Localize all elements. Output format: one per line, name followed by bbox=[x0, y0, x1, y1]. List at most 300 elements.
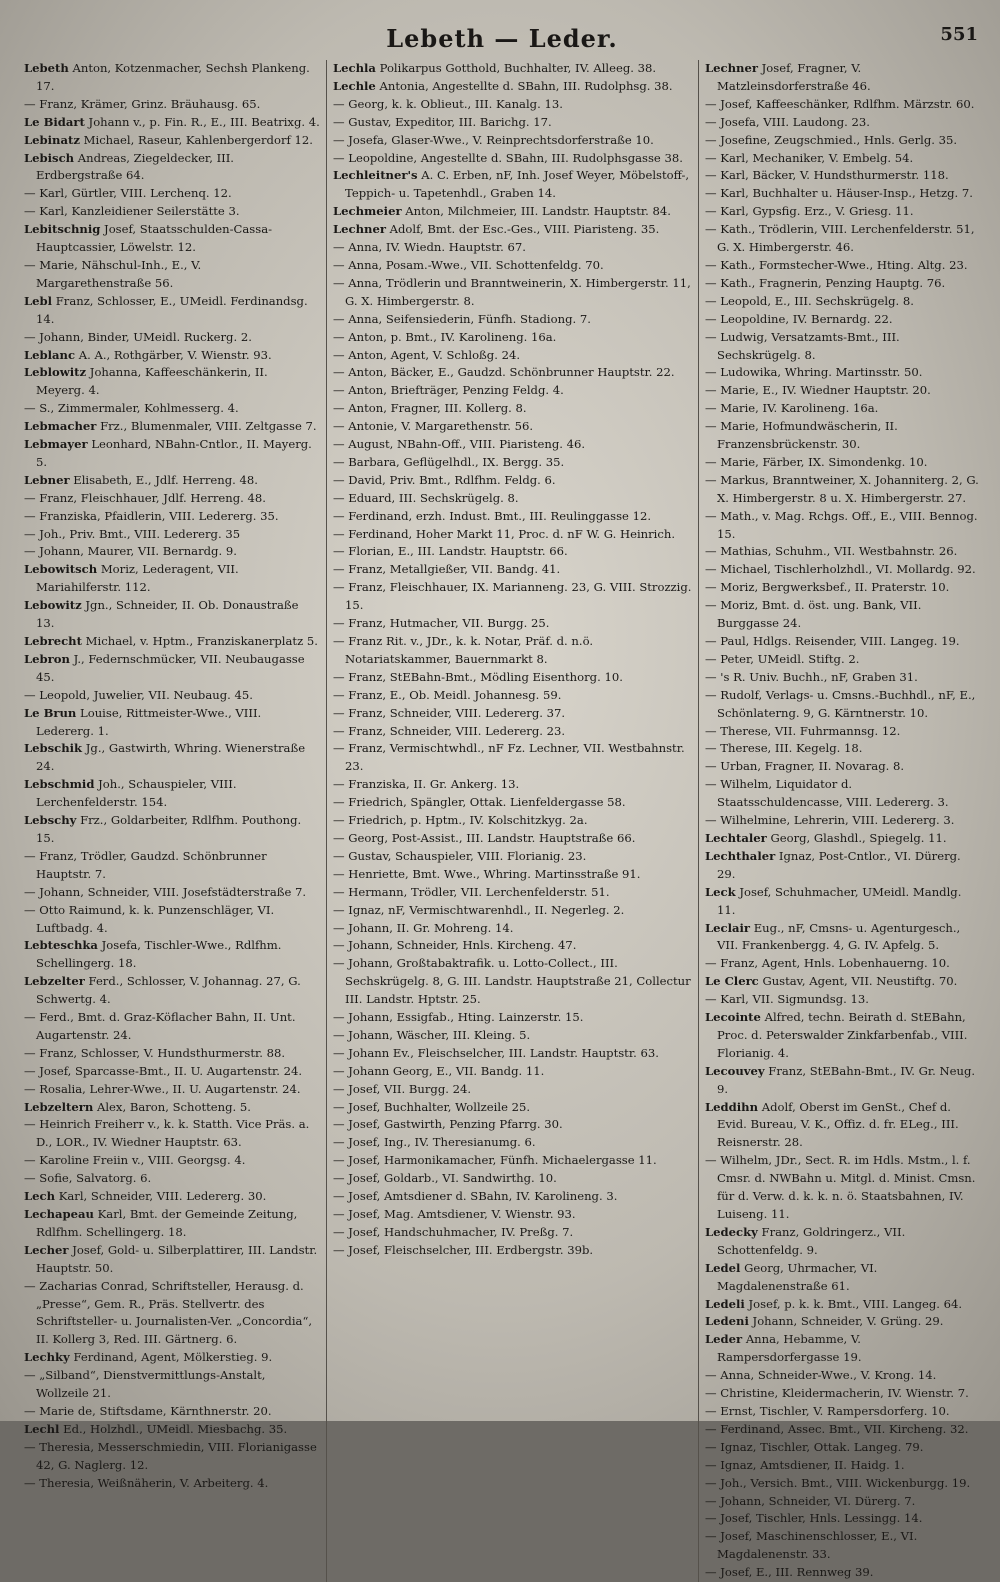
directory-entry bbox=[333, 203, 692, 221]
directory-entry bbox=[333, 60, 692, 78]
entry-surname: Lechapeau bbox=[24, 1207, 94, 1221]
entry-text: — Ferdinand, erzh. Indust. Bmt., III. Reulinggasse 12. bbox=[333, 508, 652, 523]
entry-text: — Wilhelmine, Lehrerin, VIII. Ledererg. 3. bbox=[705, 813, 955, 828]
entry-text: — Johann, Schneider, VI. Dürerg. 7. bbox=[705, 1493, 916, 1508]
entry-text: J., Federnschmücker, VII. Neubaugasse 45. bbox=[36, 651, 305, 684]
directory-entry bbox=[24, 597, 320, 633]
entry-text: Eug., nF, Cmsns- u. Agenturgesch., VII. Frankenbergg. 4, G. IV. Apfelg. 5. bbox=[717, 920, 961, 953]
directory-entry bbox=[24, 1081, 320, 1099]
directory-entry bbox=[24, 740, 320, 776]
directory-entry bbox=[333, 96, 692, 114]
entry-text: — Heinrich Freiherr v., k. k. Statth. Vice Präs. a. D., LOR., IV. Wiedner Hauptstr. 63. bbox=[24, 1117, 310, 1150]
entry-text: — Moriz, Bergwerksbef., II. Praterstr. 10. bbox=[705, 580, 950, 595]
page-number: 551 bbox=[940, 24, 978, 45]
directory-entry bbox=[705, 329, 980, 365]
directory-entry bbox=[705, 597, 980, 633]
directory-entry bbox=[24, 221, 320, 257]
entry-text: — Therese, III. Kegelg. 18. bbox=[705, 741, 863, 756]
entry-text: — Florian, E., III. Landstr. Hauptstr. 66. bbox=[333, 544, 568, 559]
entry-text: — Josef, Harmonikamacher, Fünfh. Michaelergasse 11. bbox=[333, 1153, 657, 1168]
entry-text: — Markus, Branntweiner, X. Johanniterg. 2, G. X. Himbergerstr. 8 u. X. Himbergerstr. 27. bbox=[705, 472, 979, 505]
entry-surname: Lebmayer bbox=[24, 437, 88, 452]
entry-text: — Franz, Schneider, VIII. Ledererg. 37. bbox=[333, 705, 566, 720]
directory-entry bbox=[705, 955, 980, 973]
entry-text: — Hermann, Trödler, VII. Lerchenfelderstr. 51. bbox=[333, 884, 610, 899]
directory-entry bbox=[333, 239, 692, 257]
entry-text: — Zacharias Conrad, Schriftsteller, Herausg. d. „Presse“, Gem. R., Präs. Stellvertr. des Schriftsteller- u. Journalisten-Ver. „Concordia“, II. Kollerg 3, Red. III. Gärtnerg. 6. bbox=[24, 1278, 313, 1347]
entry-text: Johann v., p. Fin. R., E., III. Beatrixg. 4. bbox=[88, 114, 320, 129]
entry-text: Adolf, Bmt. der Esc.-Ges., VIII. Piaristeng. 35. bbox=[389, 222, 660, 237]
directory-entry bbox=[24, 364, 320, 400]
directory-entry bbox=[24, 1116, 320, 1152]
entry-text: — Wilhelm, Liquidator d. Staatsschuldencasse, VIII. Ledererg. 3. bbox=[705, 777, 949, 810]
directory-entry bbox=[333, 400, 692, 418]
entry-text: Anton, Kotzenmacher, Sechsh Plankeng. 17. bbox=[36, 61, 310, 93]
directory-entry bbox=[705, 132, 980, 150]
entry-text: Karl, Schneider, VIII. Ledererg. 30. bbox=[58, 1189, 267, 1204]
entry-text: Anton, Milchmeier, III. Landstr. Hauptstr. 84. bbox=[405, 204, 671, 219]
entry-surname: Ledel bbox=[705, 1260, 741, 1275]
entry-text: Leonhard, NBahn-Cntlor., II. Mayerg. 5. bbox=[36, 437, 312, 469]
directory-entry bbox=[333, 955, 692, 1009]
directory-entry bbox=[24, 257, 320, 293]
entry-text: Anna, Hebamme, V. Rampersdorfergasse 19. bbox=[717, 1332, 862, 1365]
entry-text: — Ferdinand, Assec. Bmt., VII. Kircheng. 32. bbox=[705, 1421, 969, 1436]
entry-text: — Moriz, Bmt. d. öst. ung. Bank, VII. Burggasse 24. bbox=[705, 598, 922, 631]
entry-text: — Johann, Maurer, VII. Bernardg. 9. bbox=[24, 544, 237, 559]
entry-surname: Lecher bbox=[24, 1242, 69, 1257]
entry-text: — Franz, Schneider, VIII. Ledererg. 23. bbox=[333, 723, 566, 738]
entry-surname: Ledecky bbox=[705, 1224, 758, 1239]
entry-text: — Leopoldine, Angestellte d. SBahn, III. Rudolphsgasse 38. bbox=[333, 150, 683, 165]
entry-text: Alfred, techn. Beirath d. StEBahn, Proc. d. Peterswalder Zinkfarbenfab., VIII. Florianig. 4. bbox=[717, 1010, 968, 1060]
directory-entry bbox=[24, 1188, 320, 1206]
directory-entry bbox=[24, 884, 320, 902]
entry-text: — Johann, II. Gr. Mohreng. 14. bbox=[333, 920, 514, 935]
directory-entry bbox=[705, 150, 980, 168]
directory-entry bbox=[333, 723, 692, 741]
directory-entry bbox=[24, 1421, 320, 1439]
entry-surname: Leblanc bbox=[24, 347, 76, 362]
entry-text: — Marie, E., IV. Wiedner Hauptstr. 20. bbox=[705, 383, 931, 398]
entry-text: Frz., Goldarbeiter, Rdlfhm. Pouthong. 15. bbox=[36, 813, 302, 845]
directory-entry bbox=[705, 758, 980, 776]
directory-entry bbox=[705, 221, 980, 257]
entry-text: — Georg, k. k. Oblieut., III. Kanalg. 13. bbox=[333, 96, 563, 111]
entry-text: — Karl, Buchhalter u. Häuser-Insp., Hetzg. 7. bbox=[705, 186, 973, 201]
directory-entry bbox=[705, 1063, 980, 1099]
entry-text: — David, Priv. Bmt., Rdlfhm. Feldg. 6. bbox=[333, 472, 556, 487]
entry-text: — Karl, Kanzleidiener Seilerstätte 3. bbox=[24, 204, 240, 219]
directory-entry bbox=[24, 848, 320, 884]
directory-entry bbox=[333, 1099, 692, 1117]
directory-entry bbox=[24, 114, 320, 132]
entry-text: — Friedrich, p. Hptm., IV. Kolschitzkyg. 2a. bbox=[333, 813, 588, 828]
directory-entry bbox=[705, 920, 980, 956]
entry-text: — Anna, Trödlerin und Branntweinerin, X. Himbergerstr. 11, G. X. Himbergerstr. 8. bbox=[333, 275, 691, 308]
directory-entry bbox=[24, 1152, 320, 1170]
directory-entry bbox=[333, 830, 692, 848]
directory-entry bbox=[705, 311, 980, 329]
directory-entry bbox=[333, 1188, 692, 1206]
directory-entry bbox=[333, 1009, 692, 1027]
entry-text: — Rudolf, Verlags- u. Cmsns.-Buchhdl., nF, E., Schönlaterng. 9, G. Kärntnerstr. 10. bbox=[705, 687, 976, 720]
entry-text: — Joh., Versich. Bmt., VIII. Wickenburgg. 19. bbox=[705, 1475, 971, 1490]
directory-entry bbox=[24, 132, 320, 150]
entry-text: Michael, v. Hptm., Franziskanerplatz 5. bbox=[85, 634, 318, 648]
directory-entry bbox=[333, 114, 692, 132]
directory-entry bbox=[705, 454, 980, 472]
entry-text: — Rosalia, Lehrer-Wwe., II. U. Augartenstr. 24. bbox=[24, 1081, 301, 1096]
entry-text: — Karl, VII. Sigmundsg. 13. bbox=[705, 992, 869, 1007]
entry-text: — Kath., Trödlerin, VIII. Lerchenfelderstr. 51, G. X. Himbergerstr. 46. bbox=[705, 222, 975, 255]
directory-entry bbox=[705, 1457, 980, 1475]
entry-text: Michael, Raseur, Kahlenbergerdorf 12. bbox=[83, 132, 313, 147]
entry-text: — Josef, Gastwirth, Penzing Pfarrg. 30. bbox=[333, 1117, 563, 1132]
directory-entry bbox=[705, 167, 980, 185]
directory-entry bbox=[705, 561, 980, 579]
directory-entry bbox=[24, 185, 320, 203]
directory-entry bbox=[705, 651, 980, 669]
entry-text: — Josefine, Zeugschmied., Hnls. Gerlg. 35. bbox=[705, 132, 958, 147]
directory-entry bbox=[705, 472, 980, 508]
entry-text: — Josef, Maschinenschlosser, E., VI. Magdalenenstr. 33. bbox=[705, 1529, 918, 1562]
entry-text: — Josef, Amtsdiener d. SBahn, IV. Karolineng. 3. bbox=[333, 1189, 618, 1204]
directory-entry bbox=[333, 221, 692, 239]
entry-text: Georg, Uhrmacher, VI. Magdalenenstraße 61. bbox=[717, 1260, 878, 1293]
entry-text: — Anton, Briefträger, Penzing Feldg. 4. bbox=[333, 383, 564, 398]
entry-text: Gustav, Agent, VII. Neustiftg. 70. bbox=[762, 974, 958, 989]
directory-entry bbox=[705, 776, 980, 812]
entry-text: Ed., Holzhdl., UMeidl. Miesbachg. 35. bbox=[63, 1421, 288, 1436]
entry-text: — Franz, Metallgießer, VII. Bandg. 41. bbox=[333, 562, 561, 577]
entry-text: — Johann Ev., Fleischselcher, III. Landstr. Hauptstr. 63. bbox=[333, 1045, 659, 1060]
directory-entry bbox=[24, 150, 320, 186]
entry-text: — Johann, Schneider, VIII. Josefstädterstraße 7. bbox=[24, 884, 307, 899]
column-3 bbox=[698, 60, 986, 1582]
entry-surname: Lebzelter bbox=[24, 974, 85, 989]
directory-entry bbox=[333, 1045, 692, 1063]
entry-text: — Franz, Krämer, Grinz. Bräuhausg. 65. bbox=[24, 96, 261, 111]
entry-text: Josef, Fragner, V. Matzleinsdorferstraße 46. bbox=[717, 61, 871, 93]
directory-entry bbox=[705, 973, 980, 991]
directory-entry bbox=[24, 543, 320, 561]
entry-text: — Eduard, III. Sechskrügelg. 8. bbox=[333, 490, 519, 505]
entry-text: — Barbara, Geflügelhdl., IX. Bergg. 35. bbox=[333, 454, 565, 469]
entry-surname: Lechky bbox=[24, 1350, 70, 1365]
directory-entry bbox=[705, 364, 980, 382]
directory-entry bbox=[333, 418, 692, 436]
entry-text: — Johann, Großtabaktrafik. u. Lotto-Collect., III. Sechskrügelg. 8, G. III. Landstr. Hauptstraße 21, Collectur III. Landstr. Hptstr. 25. bbox=[333, 956, 691, 1007]
entry-surname: Lebowitz bbox=[24, 598, 82, 613]
directory-entry bbox=[705, 1528, 980, 1564]
directory-entry bbox=[705, 257, 980, 275]
directory-entry bbox=[24, 1278, 320, 1350]
directory-entry bbox=[24, 1099, 320, 1117]
directory-entry bbox=[705, 1099, 980, 1153]
directory-entry bbox=[333, 275, 692, 311]
directory-entry bbox=[333, 347, 692, 365]
directory-entry bbox=[705, 1493, 980, 1511]
directory-entry bbox=[333, 167, 692, 203]
directory-entry bbox=[705, 848, 980, 884]
entry-surname: Lebzeltern bbox=[24, 1099, 94, 1114]
entry-text: — Ferdinand, Hoher Markt 11, Proc. d. nF W. G. Heinrich. bbox=[333, 526, 676, 541]
entry-surname: Lebitschnig bbox=[24, 222, 101, 237]
directory-entry bbox=[333, 1206, 692, 1224]
entry-text: — Franziska, II. Gr. Ankerg. 13. bbox=[333, 777, 520, 792]
entry-text: Alex, Baron, Schotteng. 5. bbox=[96, 1099, 251, 1114]
entry-text: — Kath., Fragnerin, Penzing Hauptg. 76. bbox=[705, 275, 946, 290]
entry-text: — Josef, Handschuhmacher, IV. Preßg. 7. bbox=[333, 1224, 574, 1239]
entry-text: Andreas, Ziegeldecker, III. Erdbergstraße 64. bbox=[36, 150, 234, 183]
entry-text: — Franz, Fleischhauer, IX. Marianneng. 23, G. VIII. Strozzig. 15. bbox=[333, 580, 692, 613]
directory-entry bbox=[24, 1439, 320, 1475]
entry-text: A. C. Erben, nF, Inh. Josef Weyer, Möbelstoff-, Teppich- u. Tapetenhdl., Graben 14. bbox=[345, 168, 690, 201]
entry-text: — Josef, Kaffeeschänker, Rdlfhm. Märzstr. 60. bbox=[705, 96, 975, 111]
directory-entry bbox=[705, 1296, 980, 1314]
entry-text: — Franz, E., Ob. Meidl. Johannesg. 59. bbox=[333, 687, 562, 702]
directory-entry bbox=[333, 794, 692, 812]
entry-text: — Josef, Sparcasse-Bmt., II. U. Augartenstr. 24. bbox=[24, 1063, 303, 1078]
entry-surname: Lechleitner's bbox=[333, 168, 418, 183]
directory-entry bbox=[24, 1063, 320, 1081]
entry-text: Johanna, Kaffeeschänkerin, II. Meyerg. 4. bbox=[36, 365, 268, 398]
directory-entry bbox=[705, 1421, 980, 1439]
directory-entry bbox=[705, 418, 980, 454]
directory-entry bbox=[24, 293, 320, 329]
directory-entry bbox=[24, 705, 320, 741]
directory-entry bbox=[333, 150, 692, 168]
entry-surname: Lech bbox=[24, 1189, 56, 1204]
entry-text: — Marie, Färber, IX. Simondenkg. 10. bbox=[705, 454, 928, 469]
directory-entry bbox=[333, 669, 692, 687]
entry-surname: Lecouvey bbox=[705, 1063, 765, 1078]
entry-text: — Gustav, Schauspieler, VIII. Florianig. 23. bbox=[333, 848, 587, 863]
entry-text: — Peter, UMeidl. Stiftg. 2. bbox=[705, 651, 860, 666]
directory-entry bbox=[333, 364, 692, 382]
entry-text: — Franz, Vermischtwhdl., nF Fz. Lechner, VII. Westbahnstr. 23. bbox=[333, 741, 685, 774]
directory-entry bbox=[705, 1564, 980, 1582]
entry-surname: Leder bbox=[705, 1332, 743, 1347]
entry-surname: Leddihn bbox=[705, 1099, 759, 1114]
entry-text: — Anna, Posam.-Wwe., VII. Schottenfeldg. 70. bbox=[333, 257, 604, 272]
entry-text: — Michael, Tischlerholzhdl., VI. Mollardg. 92. bbox=[705, 562, 976, 577]
entry-text: — Friedrich, Spängler, Ottak. Lienfeldergasse 58. bbox=[333, 795, 626, 810]
entry-text: — Antonie, V. Margarethenstr. 56. bbox=[333, 419, 534, 434]
entry-surname: Lecointe bbox=[705, 1010, 761, 1025]
directory-entry bbox=[333, 776, 692, 794]
entry-text: — Ignaz, Amtsdiener, II. Haidg. 1. bbox=[705, 1457, 905, 1472]
directory-entry bbox=[24, 436, 320, 472]
directory-entry bbox=[705, 1367, 980, 1385]
entry-text: — „Silband“, Dienstvermittlungs-Anstalt, Wollzeile 21. bbox=[24, 1368, 266, 1401]
entry-text: — Ferd., Bmt. d. Graz-Köflacher Bahn, II. Unt. Augartenstr. 24. bbox=[24, 1010, 296, 1042]
directory-entry bbox=[705, 579, 980, 597]
entry-surname: Lebron bbox=[24, 651, 70, 666]
entry-text: Josef, Staatsschulden-Cassa-Hauptcassier, Löwelstr. 12. bbox=[36, 222, 273, 255]
directory-entry bbox=[705, 185, 980, 203]
directory-entry bbox=[24, 1367, 320, 1403]
directory-entry bbox=[333, 1027, 692, 1045]
directory-entry bbox=[333, 1242, 692, 1260]
entry-text: — Anton, Bäcker, E., Gaudzd. Schönbrunner Hauptstr. 22. bbox=[333, 365, 675, 380]
directory-entry bbox=[24, 472, 320, 490]
entry-text: — Therese, VII. Fuhrmannsg. 12. bbox=[705, 723, 901, 738]
directory-entry bbox=[24, 1475, 320, 1493]
entry-text: — Wilhelm, JDr., Sect. R. im Hdls. Mstm., l. f. Cmsr. d. NWBahn u. Mitgl. d. Minist. Cmsn. für d. Verw. d. k. k. n. ö. Staatsbahnen, IV. Luiseng. 11. bbox=[705, 1153, 976, 1221]
entry-text: — Marie de, Stiftsdame, Kärnthnerstr. 20. bbox=[24, 1403, 272, 1418]
directory-entry bbox=[24, 812, 320, 848]
directory-entry bbox=[24, 687, 320, 705]
directory-entry bbox=[333, 78, 692, 96]
directory-entry bbox=[24, 1349, 320, 1367]
directory-entry bbox=[705, 1475, 980, 1493]
entry-text: Franz, Schlosser, E., UMeidl. Ferdinandsg. 14. bbox=[36, 293, 308, 326]
entry-text: — Franz, Agent, Hnls. Lobenhauerng. 10. bbox=[705, 956, 950, 971]
entry-surname: Lechle bbox=[333, 78, 376, 93]
entry-surname: Lebl bbox=[24, 293, 53, 308]
entry-surname: Ledeli bbox=[705, 1296, 745, 1311]
directory-entry bbox=[333, 543, 692, 561]
entry-text: — S., Zimmermaler, Kohlmesserg. 4. bbox=[24, 401, 239, 416]
entry-surname: Lebeth bbox=[24, 61, 69, 75]
directory-entry bbox=[24, 490, 320, 508]
entry-surname: Ledeni bbox=[705, 1314, 749, 1329]
directory-entry bbox=[24, 1170, 320, 1188]
entry-text: — Henriette, Bmt. Wwe., Whring. Martinsstraße 91. bbox=[333, 866, 641, 881]
entry-surname: Lechtaler bbox=[705, 830, 767, 845]
directory-entry bbox=[24, 1009, 320, 1045]
entry-text: Georg, Glashdl., Spiegelg. 11. bbox=[770, 830, 947, 845]
entry-surname: Leclair bbox=[705, 920, 751, 935]
entry-text: — Ludowika, Whring. Martinsstr. 50. bbox=[705, 365, 923, 380]
entry-text: — Anton, Fragner, III. Kollerg. 8. bbox=[333, 401, 527, 416]
entry-text: — Ludwig, Versatzamts-Bmt., III. Sechskrügelg. 8. bbox=[705, 329, 900, 362]
directory-entry bbox=[333, 382, 692, 400]
directory-entry bbox=[333, 1063, 692, 1081]
directory-entry bbox=[24, 329, 320, 347]
directory-entry bbox=[24, 1045, 320, 1063]
entry-text: — Ignaz, Tischler, Ottak. Langeg. 79. bbox=[705, 1439, 924, 1454]
directory-entry bbox=[24, 1403, 320, 1421]
entry-text: Johann, Schneider, V. Grüng. 29. bbox=[752, 1314, 944, 1329]
directory-entry bbox=[705, 1009, 980, 1063]
directory-entry bbox=[333, 561, 692, 579]
entry-surname: Leck bbox=[705, 884, 736, 899]
directory-entry bbox=[24, 633, 320, 651]
entry-text: — Josef, VII. Burgg. 24. bbox=[333, 1081, 472, 1096]
directory-entry bbox=[24, 400, 320, 418]
entry-text: — Karl, Mechaniker, V. Embelg. 54. bbox=[705, 150, 914, 165]
entry-surname: Lebmacher bbox=[24, 419, 97, 434]
directory-entry bbox=[24, 347, 320, 365]
entry-text: — Mathias, Schuhm., VII. Westbahnstr. 26. bbox=[705, 544, 958, 559]
entry-text: Polikarpus Gotthold, Buchhalter, IV. Alleeg. 38. bbox=[379, 61, 657, 75]
entry-text: — Karl, Gypsfig. Erz., V. Griesg. 11. bbox=[705, 204, 914, 219]
entry-text: — Anton, p. Bmt., IV. Karolineng. 16a. bbox=[333, 329, 557, 344]
directory-entry bbox=[333, 1081, 692, 1099]
entry-text: — Marie, IV. Karolineng. 16a. bbox=[705, 401, 879, 416]
directory-entry bbox=[333, 687, 692, 705]
page-header bbox=[18, 22, 986, 60]
entry-text: — Josefa, VIII. Laudong. 23. bbox=[705, 114, 870, 129]
column-2 bbox=[326, 60, 698, 1582]
directory-entry bbox=[333, 257, 692, 275]
directory-entry bbox=[24, 508, 320, 526]
entry-text: — Franz, Hutmacher, VII. Burgg. 25. bbox=[333, 616, 550, 631]
directory-entry bbox=[705, 633, 980, 651]
directory-entry bbox=[333, 132, 692, 150]
entry-text: — Franziska, Pfaidlerin, VIII. Ledererg. 35. bbox=[24, 508, 279, 523]
directory-entry bbox=[705, 1403, 980, 1421]
directory-entry bbox=[705, 1224, 980, 1260]
entry-text: — Josef, Ing., IV. Theresianumg. 6. bbox=[333, 1135, 536, 1150]
directory-entry bbox=[705, 1331, 980, 1367]
directory-entry bbox=[24, 418, 320, 436]
entry-text: — Franz Rit. v., JDr., k. k. Notar, Präf. d. n.ö. Notariatskammer, Bauernmarkt 8. bbox=[333, 634, 594, 666]
directory-entry bbox=[705, 669, 980, 687]
entry-text: Frz., Blumenmaler, VIII. Zeltgasse 7. bbox=[100, 419, 317, 434]
entry-text: — Otto Raimund, k. k. Punzenschläger, VI. Luftbadg. 4. bbox=[24, 902, 275, 935]
entry-surname: Lebinatz bbox=[24, 132, 80, 147]
directory-entry bbox=[705, 382, 980, 400]
directory-entry bbox=[24, 973, 320, 1009]
directory-entry bbox=[705, 830, 980, 848]
entry-text: — Franz, StEBahn-Bmt., Mödling Eisenthorg. 10. bbox=[333, 669, 623, 684]
entry-text: Moriz, Lederagent, VII. Mariahilferstr. 112. bbox=[36, 562, 239, 595]
entry-text: — Marie, Hofmundwäscherin, II. Franzensbrückenstr. 30. bbox=[705, 419, 898, 452]
directory-entry bbox=[24, 526, 320, 544]
entry-text: — Anna, Schneider-Wwe., V. Krong. 14. bbox=[705, 1368, 937, 1383]
entry-surname: Lebschik bbox=[24, 741, 83, 756]
entry-text: — Leopoldine, IV. Bernardg. 22. bbox=[705, 311, 893, 326]
entry-text: Josef, Schuhmacher, UMeidl. Mandlg. 11. bbox=[717, 884, 962, 917]
directory-entry bbox=[705, 1152, 980, 1224]
entry-surname: Lechl bbox=[24, 1421, 60, 1436]
entry-text: — Christine, Kleidermacherin, IV. Wienstr. 7. bbox=[705, 1386, 969, 1401]
entry-text: Ferd., Schlosser, V. Johannag. 27, G. Schwertg. 4. bbox=[36, 974, 301, 1007]
directory-entry bbox=[705, 1313, 980, 1331]
directory-entry bbox=[24, 203, 320, 221]
entry-surname: Lebschy bbox=[24, 813, 77, 828]
entry-text: — Georg, Post-Assist., III. Landstr. Hauptstraße 66. bbox=[333, 830, 636, 845]
directory-entry bbox=[333, 454, 692, 472]
entry-text: — Kath., Formstecher-Wwe., Hting. Altg. 23. bbox=[705, 257, 968, 272]
entry-text: — Marie, Nähschul-Inh., E., V. Margarethenstraße 56. bbox=[24, 257, 202, 290]
entry-surname: Lechner bbox=[333, 222, 386, 237]
entry-text: Antonia, Angestellte d. SBahn, III. Rudolphsg. 38. bbox=[379, 78, 673, 93]
directory-entry bbox=[333, 526, 692, 544]
entry-text: — Paul, Hdlgs. Reisender, VIII. Langeg. 19. bbox=[705, 634, 960, 648]
directory-entry bbox=[24, 1242, 320, 1278]
entry-surname: Lebner bbox=[24, 472, 70, 487]
entry-text: Jg., Gastwirth, Whring. Wienerstraße 24. bbox=[36, 741, 306, 774]
directory-entry bbox=[705, 1510, 980, 1528]
entry-text: — Anna, Seifensiederin, Fünfh. Stadiong. 7. bbox=[333, 311, 591, 326]
directory-entry bbox=[333, 1134, 692, 1152]
entry-text: — Johann, Wäscher, III. Kleing. 5. bbox=[333, 1027, 531, 1042]
entry-text: — Franz, Trödler, Gaudzd. Schönbrunner Hauptstr. 7. bbox=[24, 848, 267, 881]
columns bbox=[18, 60, 986, 1580]
directory-entry bbox=[333, 866, 692, 884]
directory-entry bbox=[333, 1116, 692, 1134]
directory-entry bbox=[705, 812, 980, 830]
entry-text: — Karl, Gürtler, VIII. Lerchenq. 12. bbox=[24, 186, 232, 201]
directory-entry bbox=[24, 1206, 320, 1242]
entry-text: — Sofie, Salvatorg. 6. bbox=[24, 1171, 152, 1186]
directory-entry bbox=[333, 705, 692, 723]
